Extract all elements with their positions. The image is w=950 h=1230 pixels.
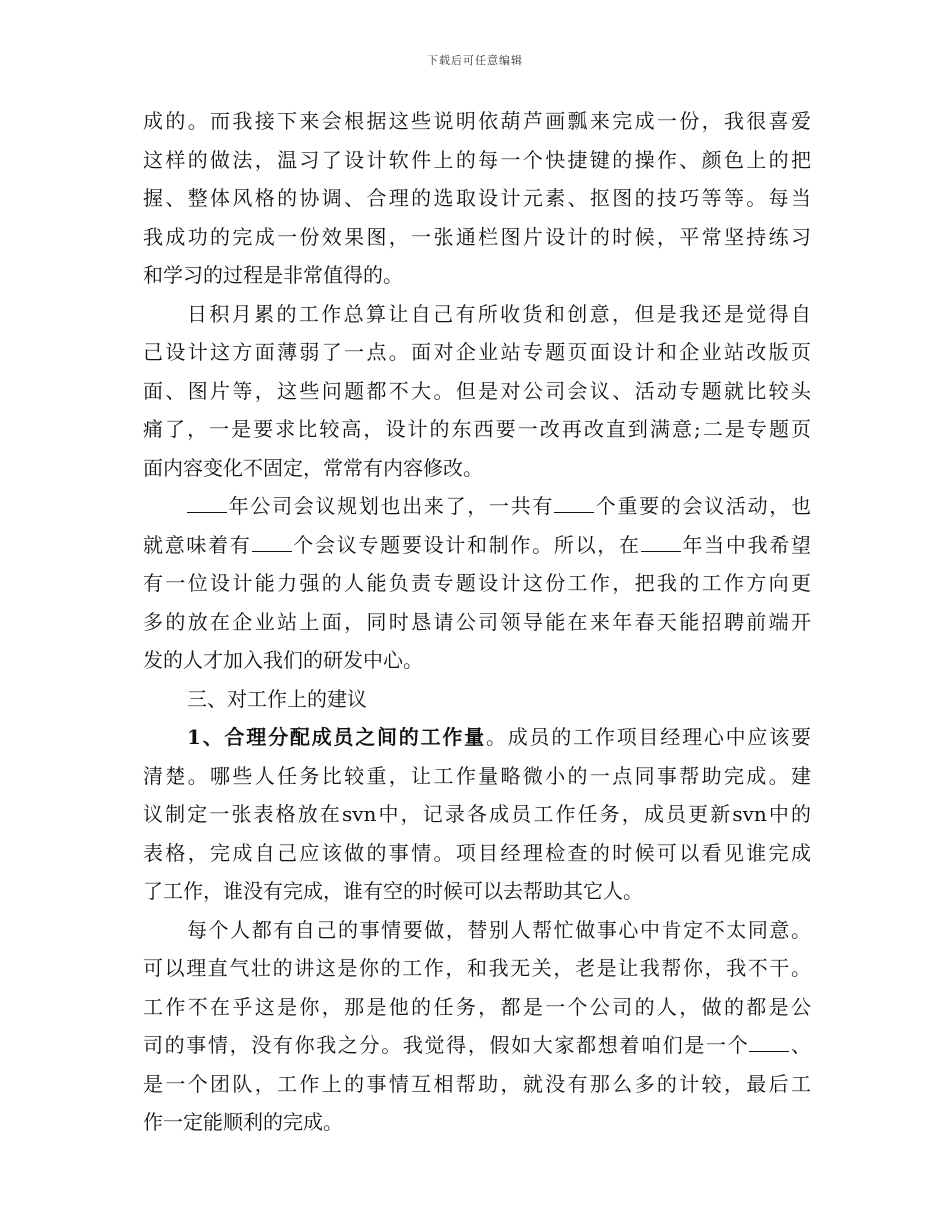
text-line: 表格，完成自己应该做的事情。项目经理检查的时候可以看见谁完成	[143, 840, 811, 865]
text-line: 和学习的过程是非常值得的。	[143, 263, 403, 287]
text-line: 了工作，谁没有完成，谁有空的时候可以去帮助其它人。	[143, 879, 643, 903]
text-line: 议制定一张表格放在svn中，记录各成员工作任务，成员更新svn中的	[143, 802, 811, 826]
text-line: 清楚。哪些人任务比较重，让工作量略微小的一点同事帮助完成。建	[143, 763, 811, 788]
text-segment: 就意味着有	[143, 532, 252, 557]
document-body	[143, 102, 811, 1142]
text-line: 痛了，一是要求比较高，设计的东西要一改再改直到满意;二是专题页	[143, 417, 811, 441]
text-line: 面、图片等，这些问题都不大。但是对公司会议、活动专题就比较头	[143, 378, 811, 403]
blank-field	[749, 1033, 789, 1052]
text-line	[143, 718, 811, 757]
bold-phrase: 1、合理分配成员之间的工作量	[187, 725, 486, 749]
text-line: 多的放在企业站上面，同时恳请公司领导能在来年春天能招聘前端开	[143, 609, 811, 634]
blank-field	[641, 533, 681, 552]
text-line: 成的。而我接下来会根据这些说明依葫芦画瓢来完成一份，我很喜爱	[143, 109, 811, 133]
text-line: 有一位设计能力强的人能负责专题设计这份工作，把我的工作方向更	[143, 571, 811, 595]
section-heading: 三、对工作上的建议	[187, 686, 367, 711]
text-line: 工作不在乎这是你，那是他的任务，都是一个公司的人，做的都是公	[143, 994, 811, 1019]
text-line: 发的人才加入我们的研发中心。	[143, 648, 423, 672]
text-segment: 、	[789, 1033, 812, 1057]
blank-field	[187, 494, 227, 513]
text-segment: 个重要的会议活动，也	[594, 494, 812, 518]
text-line: 我成功的完成一份效果图，一张通栏图片设计的时候，平常坚持练习	[143, 224, 811, 249]
page-header: 下载后可任意编辑	[427, 54, 523, 67]
text-segment: 司的事情，没有你我之分。我觉得，假如大家都想着咱们是一个	[143, 1033, 750, 1057]
blank-field	[252, 533, 292, 552]
text-segment: 个会议专题要设计和制作。所以，在	[291, 532, 641, 557]
text-segment: 。成员的工作项目经理心中应该要	[485, 725, 812, 749]
text-line: 是一个团队，工作上的事情互相帮助，就没有那么多的计较，最后工	[143, 1071, 811, 1096]
text-line: 握、整体风格的协调、合理的选取设计元素、抠图的技巧等等。每当	[143, 186, 811, 210]
text-line: 日积月累的工作总算让自己有所收货和创意，但是我还是觉得自	[187, 301, 811, 326]
text-line: 己设计这方面薄弱了一点。面对企业站专题页面设计和企业站改版页	[143, 340, 811, 364]
blank-field	[554, 494, 594, 513]
text-line: 面内容变化不固定，常常有内容修改。	[143, 455, 483, 480]
text-line: 作一定能顺利的完成。	[143, 1110, 343, 1134]
text-line	[143, 487, 811, 526]
text-segment: 年当中我希望	[680, 532, 812, 557]
text-line	[143, 1026, 811, 1065]
text-line: 每个人都有自己的事情要做，替别人帮忙做事心中肯定不太同意。	[187, 917, 811, 942]
text-line	[143, 526, 811, 565]
text-line: 这样的做法，温习了设计软件上的每一个快捷键的操作、颜色上的把	[143, 147, 811, 172]
text-line: 可以理直气壮的讲这是你的工作，和我无关，老是让我帮你，我不干。	[143, 956, 811, 980]
text-segment: 年公司会议规划也出来了，一共有	[227, 494, 555, 518]
